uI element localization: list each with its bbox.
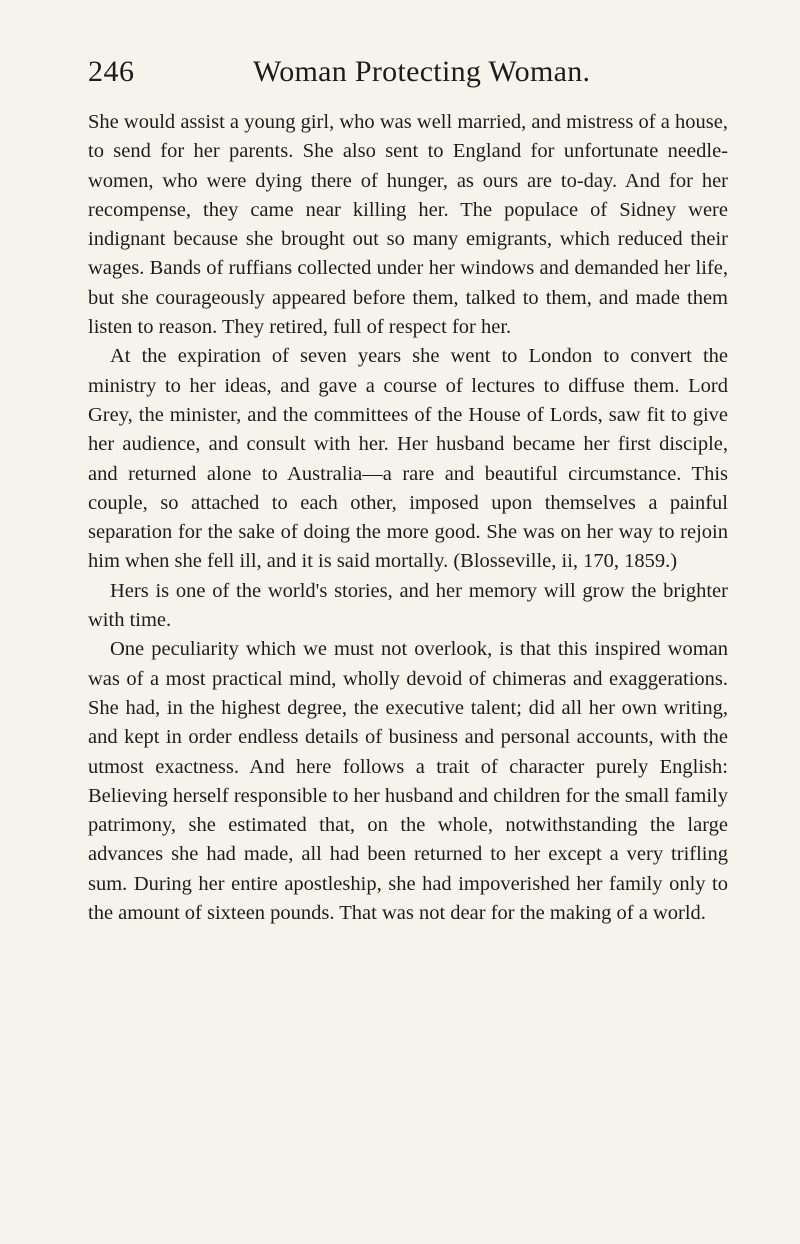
paragraph: She would assist a young girl, who was well married, and mistress of a house, to send for her parents. She also sent to England for unfortunate needle-women, who were dying there of hunger, as ours are to-day. And for her recompense, they came near killing her. The populace of Sidney were indignant because she brought out so many emigrants, which reduced their wages. Bands of ruffians collected under her windows and demanded her life, but she courageously appeared before them, talked to them, and made them listen to reason. They retired, full of respect for her. bbox=[88, 111, 728, 339]
running-head bbox=[88, 52, 728, 92]
paragraph: Hers is one of the world's stories, and her memory will grow the brighter with time. bbox=[88, 579, 728, 632]
paragraph: One peculiarity which we must not overlook, is that this inspired woman was of a most practical mind, wholly devoid of chimeras and exaggerations. She had, in the highest degree, the executive talent; did all her own writing, and kept in order endless details of business and personal accounts, with the utmost exactness. And here follows a trait of character purely English: Believing herself responsible to her husband and children for the small family patrimony, she estimated that, on the whole, notwithstanding the large advances she had made, all had been returned to her except a very trifling sum. During her entire apostleship, she had impoverished her family only to the amount of sixteen pounds. That was not dear for the making of a world. bbox=[88, 638, 728, 925]
running-title: Woman Protecting Woman. bbox=[253, 55, 591, 88]
paragraph: At the expiration of seven years she went to London to convert the ministry to her ideas, and gave a course of lectures to diffuse them. Lord Grey, the minister, and the committees of the House of Lords, saw fit to give her audience, and consult with her. Her husband became her first disciple, and returned alone to Australia—a rare and beautiful circumstance. This couple, so attached to each other, imposed upon themselves a painful separation for the sake of doing the more good. She was on her way to rejoin him when she fell ill, and it is said mortally. (Blosseville, ii, 170, 1859.) bbox=[88, 345, 728, 573]
body-text bbox=[88, 108, 728, 928]
page-number: 246 bbox=[88, 55, 135, 88]
